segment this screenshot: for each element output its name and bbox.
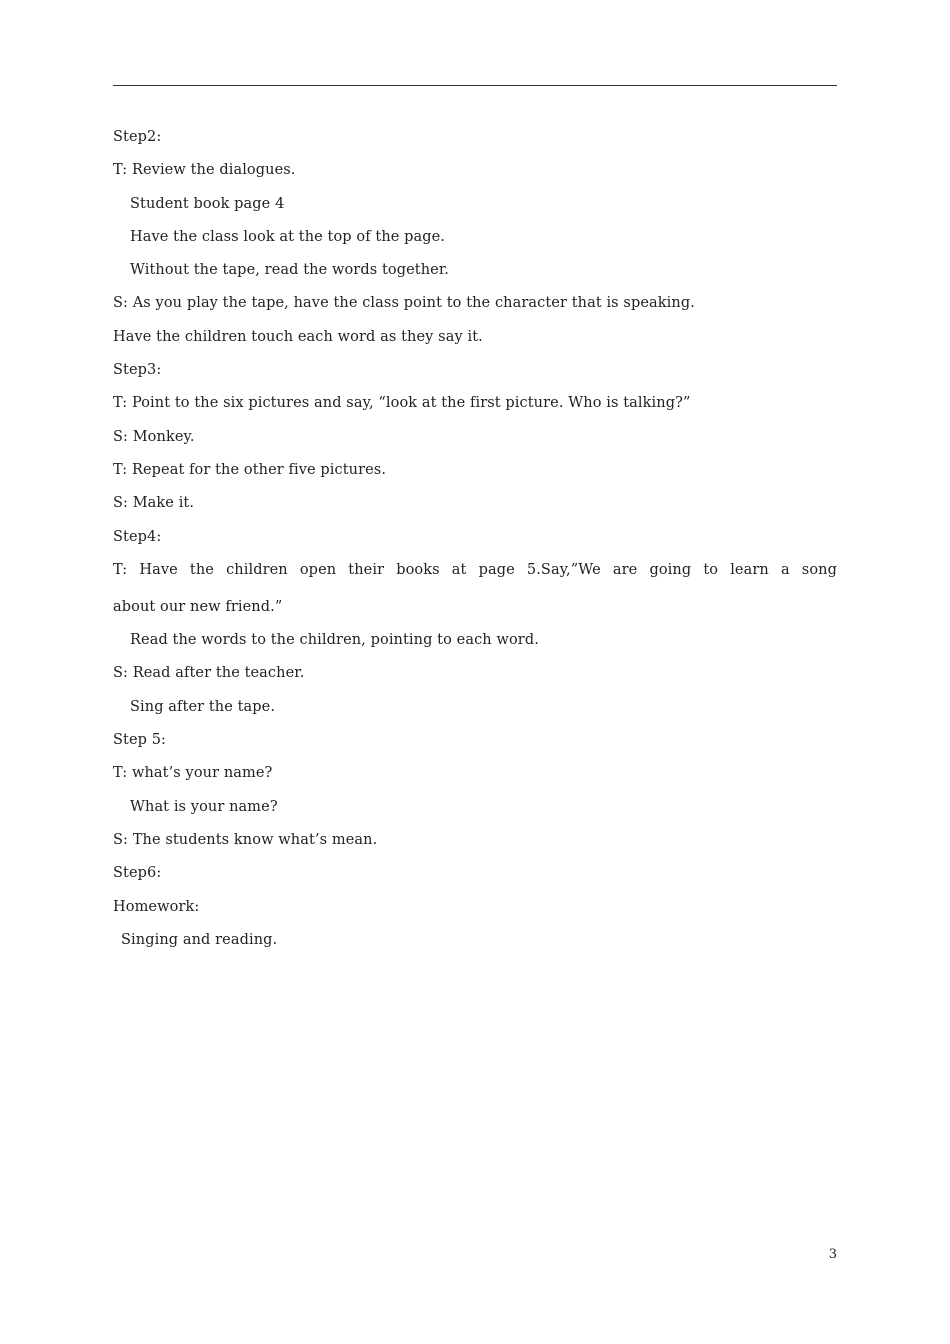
step3-heading: Step3: [113,362,162,379]
text-line: T: Have the children open their books at page 5.Say,”We are going to learn a song [113,561,837,578]
text-line: Read the words to the children, pointing to each word. [130,632,539,649]
text-line: T: what’s your name? [113,765,273,782]
text-line: T: Repeat for the other five pictures. [113,461,387,478]
step5-heading: Step 5: [113,732,167,749]
text-line: T: Review the dialogues. [113,162,296,179]
text-line: Have the class look at the top of the page. [130,228,446,245]
text-line: about our new friend.” [113,598,283,615]
text-line: S: Monkey. [113,428,195,445]
step6-heading: Step6: [113,865,162,882]
text-line: Sing after the tape. [130,698,276,715]
text-line: What is your name? [130,798,278,815]
text-line: S: The students know what’s mean. [113,831,378,848]
text-line: T: Point to the six pictures and say, “look at the first picture. Who is talking?” [113,395,691,412]
document-body [113,126,837,962]
text-line: Have the children touch each word as they say it. [113,328,483,345]
step2-heading: Step2: [113,129,162,145]
text-line: Singing and reading. [121,931,278,948]
text-line: Student book page 4 [130,195,285,212]
page-number: 3 [828,1247,837,1262]
homework-heading: Homework: [113,898,200,915]
text-line: S: Make it. [113,495,195,512]
text-line: Without the tape, read the words together. [130,262,449,279]
text-line: S: As you play the tape, have the class point to the character that is speaking. [113,295,695,312]
header-rule [113,85,837,86]
text-line: S: Read after the teacher. [113,665,305,682]
step4-heading: Step4: [113,528,162,545]
